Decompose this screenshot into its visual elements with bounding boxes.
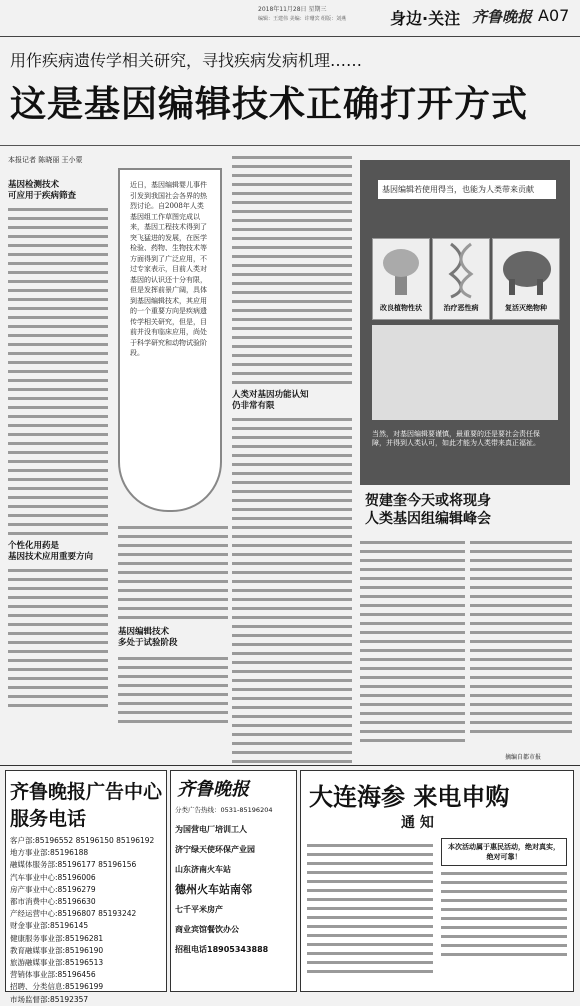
column-1 — [8, 180, 108, 713]
ad-item: 招租电话18905343888 — [175, 945, 269, 954]
ad-row: 产经运营中心:85196807 85193242 — [10, 909, 137, 919]
plant-panel — [372, 238, 430, 320]
ad-item: 山东济南火车站 — [175, 865, 231, 874]
ad-item: 商业宾馆餐饮办公 — [175, 925, 239, 934]
ad-row: 都市消费中心:85196630 — [10, 897, 96, 907]
ad-title: 齐鲁晚报广告中心服务电话 — [10, 781, 163, 830]
subhead-1: 基因检测技术 可应用于疾病筛查 — [8, 180, 77, 201]
newspaper-logo: 齐鲁晚报 — [472, 8, 533, 26]
body-text — [8, 208, 108, 535]
ad-item: 济宁绿天使环保产业园 — [175, 845, 255, 854]
column-3 — [232, 150, 352, 769]
ad-item: 德州火车站南邻 — [175, 883, 252, 896]
ad-logo: 齐鲁晚报 — [177, 779, 249, 800]
story2-headline: 贺建奎今天或将现身 人类基因组编辑峰会 — [365, 493, 491, 527]
page-number: A07 — [538, 6, 570, 25]
infographic-title: 基因编辑若使用得当，也能为人类带来贡献 — [378, 180, 556, 199]
ad-row: 教育融媒事业部:85196190 — [10, 945, 104, 955]
panel-label: 治疗恶性病 — [443, 304, 479, 312]
ad-row: 汽车事业中心:85196006 — [10, 872, 96, 882]
ad-right-note: 本次活动属于惠民活动，绝对真实，绝对可靠！ — [441, 838, 567, 866]
section-title: 身边·关注 — [390, 9, 461, 28]
ad-row: 地方事业部:85196188 — [10, 848, 89, 858]
story2-credit: 摘编自都市报 — [505, 754, 542, 761]
subhead-3: 基因编辑技术 多处于试验阶段 — [118, 627, 178, 648]
infographic-caption: 当然，对基因编辑要谨慎，最重要的还是要社会责任保障，并得到人类认可，如此才能为人类带来真正福祉。 — [372, 430, 540, 447]
body-text — [8, 569, 108, 707]
ad-hotline: 分类广告热线：0531-85196204 — [175, 806, 273, 814]
panel-label: 改良植物性状 — [380, 304, 422, 312]
ad-row: 营销体事业部:85196456 — [10, 970, 96, 980]
ad-items — [175, 820, 292, 960]
ad-row: 融媒体服务部:85196177 85196156 — [10, 860, 137, 870]
kicker: 用作疾病遗传学相关研究，寻找疾病发病机理…… — [10, 51, 363, 70]
ad-item: 七千平米房产 — [175, 905, 223, 914]
ad-service-phones — [5, 770, 167, 1004]
column-2 — [118, 520, 228, 729]
panel-label: 复活灭绝物种 — [505, 304, 547, 312]
ad-row: 财金事业部:85196145 — [10, 921, 89, 931]
mammoth-panel — [492, 238, 560, 320]
ad-row: 客户部:85196552 85196150 85196192 — [10, 836, 155, 845]
headline-rule — [0, 145, 580, 146]
ad-right-title: 大连海参 来电申购 — [309, 783, 510, 811]
mammoth-icon — [493, 239, 559, 299]
ad-right-subtitle: 通 知 — [401, 815, 434, 831]
ad-row: 招聘、分类信息:85196199 — [10, 982, 104, 992]
subhead-2: 个性化用药是 基因技术应用重要方向 — [8, 541, 94, 562]
ad-right-text — [307, 838, 433, 979]
editors-line: 编辑：王建伟 美编：许珊宾 组版：刘燕 — [258, 16, 347, 22]
subhead-4: 人类对基因功能认知 仍非常有限 — [232, 390, 309, 411]
story2-col-2 — [470, 535, 572, 739]
scientists-illustration — [372, 325, 558, 420]
ads-divider — [0, 765, 580, 766]
ad-row: 房产事业中心:85196279 — [10, 884, 96, 894]
ad-phone-list — [10, 835, 162, 1006]
ad-seacucumber — [300, 770, 574, 992]
treatment-panel — [432, 238, 490, 320]
publish-date: 2018年11月28日 星期三 — [258, 6, 327, 13]
plant-icon — [373, 239, 429, 299]
ad-item: 为国营电厂培训工人 — [175, 825, 247, 834]
byline: 本报记者 陈晓丽 王小蒙 — [8, 156, 83, 164]
headline: 这是基因编辑技术正确打开方式 — [10, 84, 529, 125]
header-rule — [0, 36, 580, 37]
ad-row: 健康服务事业部:85196281 — [10, 933, 104, 943]
story2-col-1 — [360, 535, 465, 748]
tube-intro-text: 近日，基因编辑婴儿事件引发到我国社会各界的热烈讨论。自2008年人类基因组工作草图完成以来，基因工程技术得到了突飞猛进的发展，在医学检验、药物、生物技术等方面得到了广泛应用，不过专家表示，目前人类对基因的认识还十分有限，但是发挥前景广阔，具体到基因编辑技术，其应用的一个重要方向是疾病遗传学相关研究，但是，目前并没有临床应用，尚处于科学研究和动物试验阶段。 — [130, 181, 207, 357]
dna-icon — [433, 239, 489, 299]
ad-row: 市场监督部:85192357 — [10, 994, 89, 1004]
ad-row: 旅游融媒事业部:85196513 — [10, 958, 104, 968]
ad-classified — [170, 770, 297, 992]
